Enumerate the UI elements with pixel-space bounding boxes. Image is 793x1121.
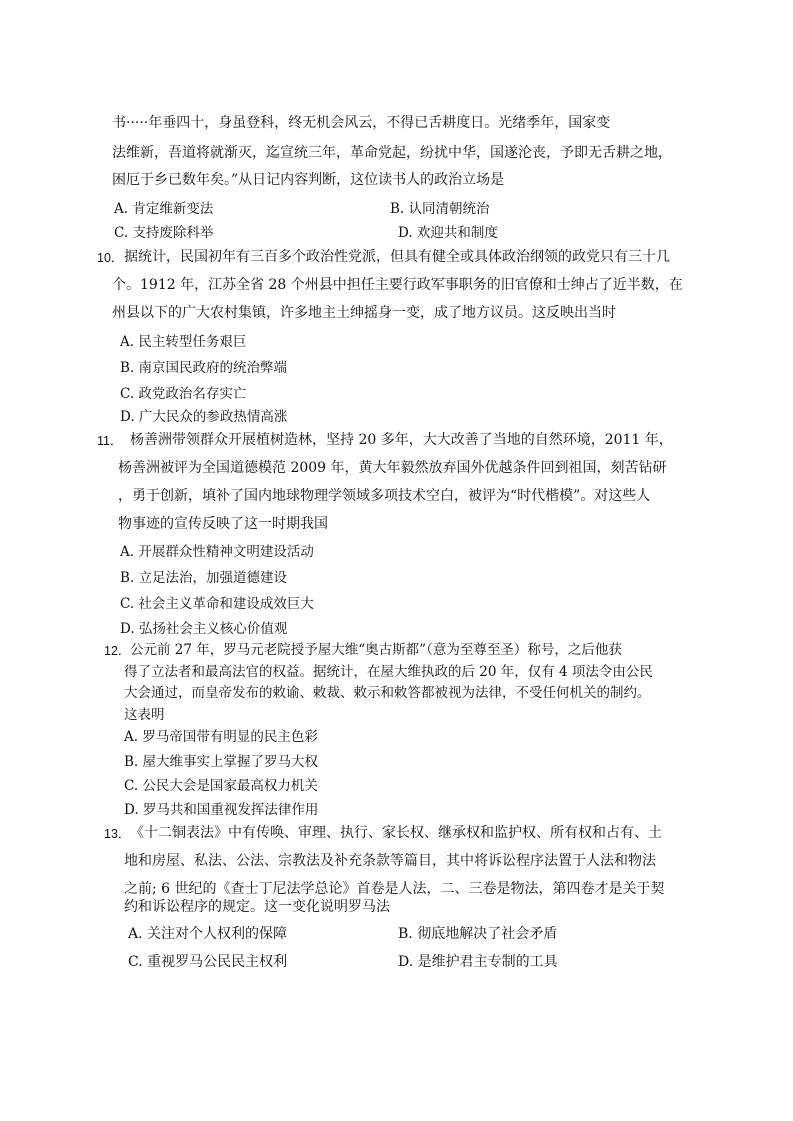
option-d: D. 广大民众的参政热情高涨	[120, 409, 288, 425]
question-number: 11．	[97, 434, 123, 448]
question-text-line: 据统计，民国初年有三百多个政治性党派，但具有健全或具体政治纲领的政党只有三十几	[124, 249, 670, 265]
option-c: C. 公民大会是国家最高权力机关	[124, 778, 318, 794]
question-text-line: 得了立法者和最高法官的权益。据统计，在屋大维执政的后 20 年，仅有 4 项法令由公民	[124, 664, 653, 680]
question-text-line: 《十二铜表法》中有传唤、审理、执行、家长权、继承权和监护权、所有权和占有、土	[130, 825, 662, 841]
question-text-line: 物事迹的宣传反映了这一时期我国	[118, 516, 328, 532]
question-text-line: 书·····年垂四十，身虽登科，终无机会风云，不得已舌耕度日。光绪季年，国家变	[112, 115, 611, 131]
question-text-line: 法维新，吾道将就渐灭，迄宣统三年，革命党起，纷扰中华，国遂沦丧，予即无舌耕之地，	[112, 145, 672, 161]
option-b: B. 彻底地解决了社会矛盾	[398, 926, 558, 942]
question-text-line: 大会通过，而皇帝发布的敕谕、敕裁、敕示和敕答都被视为法律，不受任何机关的制约。	[124, 685, 651, 701]
option-a: A. 罗马帝国带有明显的民主色彩	[124, 729, 318, 745]
option-b: B. 屋大维事实上掌握了罗马大权	[124, 754, 319, 770]
option-d: D. 欢迎共和制度	[398, 225, 498, 241]
question-text-line: 地和房屋、私法、公法、宗教法及补充条款等篇目，其中将诉讼程序法置于人法和物法	[124, 853, 656, 869]
question-text-line: 个。1912 年，江苏全省 28 个州县中担任主要行政军事职务的旧官僚和士绅占了近半数，在	[112, 277, 683, 293]
option-d: D. 罗马共和国重视发挥法律作用	[124, 802, 319, 818]
option-c: C. 重视罗马公民民主权利	[128, 954, 288, 970]
option-a: A. 民主转型任务艰巨	[120, 334, 247, 350]
option-d: D. 是维护君主专制的工具	[398, 954, 558, 970]
option-d: D. 弘扬社会主义核心价值观	[120, 621, 288, 637]
question-text-line: 约和诉讼程序的规定。这一变化说明罗马法	[124, 899, 390, 915]
question-number: 13．	[104, 827, 131, 841]
option-c: C. 社会主义革命和建设成效巨大	[120, 596, 314, 612]
option-b: B. 认同清朝统治	[390, 201, 490, 217]
option-a: A. 开展群众性精神文明建设活动	[120, 544, 314, 560]
question-text-line: ，勇于创新，填补了国内地球物理学领域多项技术空白，被评为“时代楷模”。对这些人	[118, 488, 651, 504]
question-text-line: 之前; 6 世纪的《查士丁尼法学总论》首卷是人法，二、三卷是物法，第四卷才是关于契	[124, 881, 665, 897]
option-c: C. 政党政治名存实亡	[120, 386, 247, 402]
question-text-line: 这表明	[124, 707, 165, 723]
question-text-line: 杨善洲带领群众开展植树造林，坚持 20 多年，大大改善了当地的自然环境，2011 年，	[130, 432, 673, 448]
question-text-line: 杨善洲被评为全国道德模范 2009 年，黄大年毅然放弃国外优越条件回到祖国，刻苦钻研	[118, 460, 667, 476]
option-b: B. 南京国民政府的统治弊端	[120, 360, 288, 376]
option-b: B. 立足法治，加强道德建设	[120, 570, 288, 586]
question-text-line: 困厄于乡已数年矣。”从日记内容判断，这位读书人的政治立场是	[112, 172, 505, 188]
question-number: 12．	[104, 644, 131, 658]
question-text-line: 州县以下的广大农村集镇，许多地主土绅摇身一变，成了地方议员。这反映出当时	[112, 305, 616, 321]
question-text-line: 公元前 27 年，罗马元老院授予屋大维“奥古斯都”（意为至尊至圣）称号，之后他获	[130, 642, 622, 658]
option-a: A. 关注对个人权利的保障	[128, 926, 288, 942]
question-number: 10．	[97, 251, 124, 265]
option-a: A. 肯定维新变法	[114, 201, 214, 217]
option-c: C. 支持废除科举	[114, 225, 214, 241]
